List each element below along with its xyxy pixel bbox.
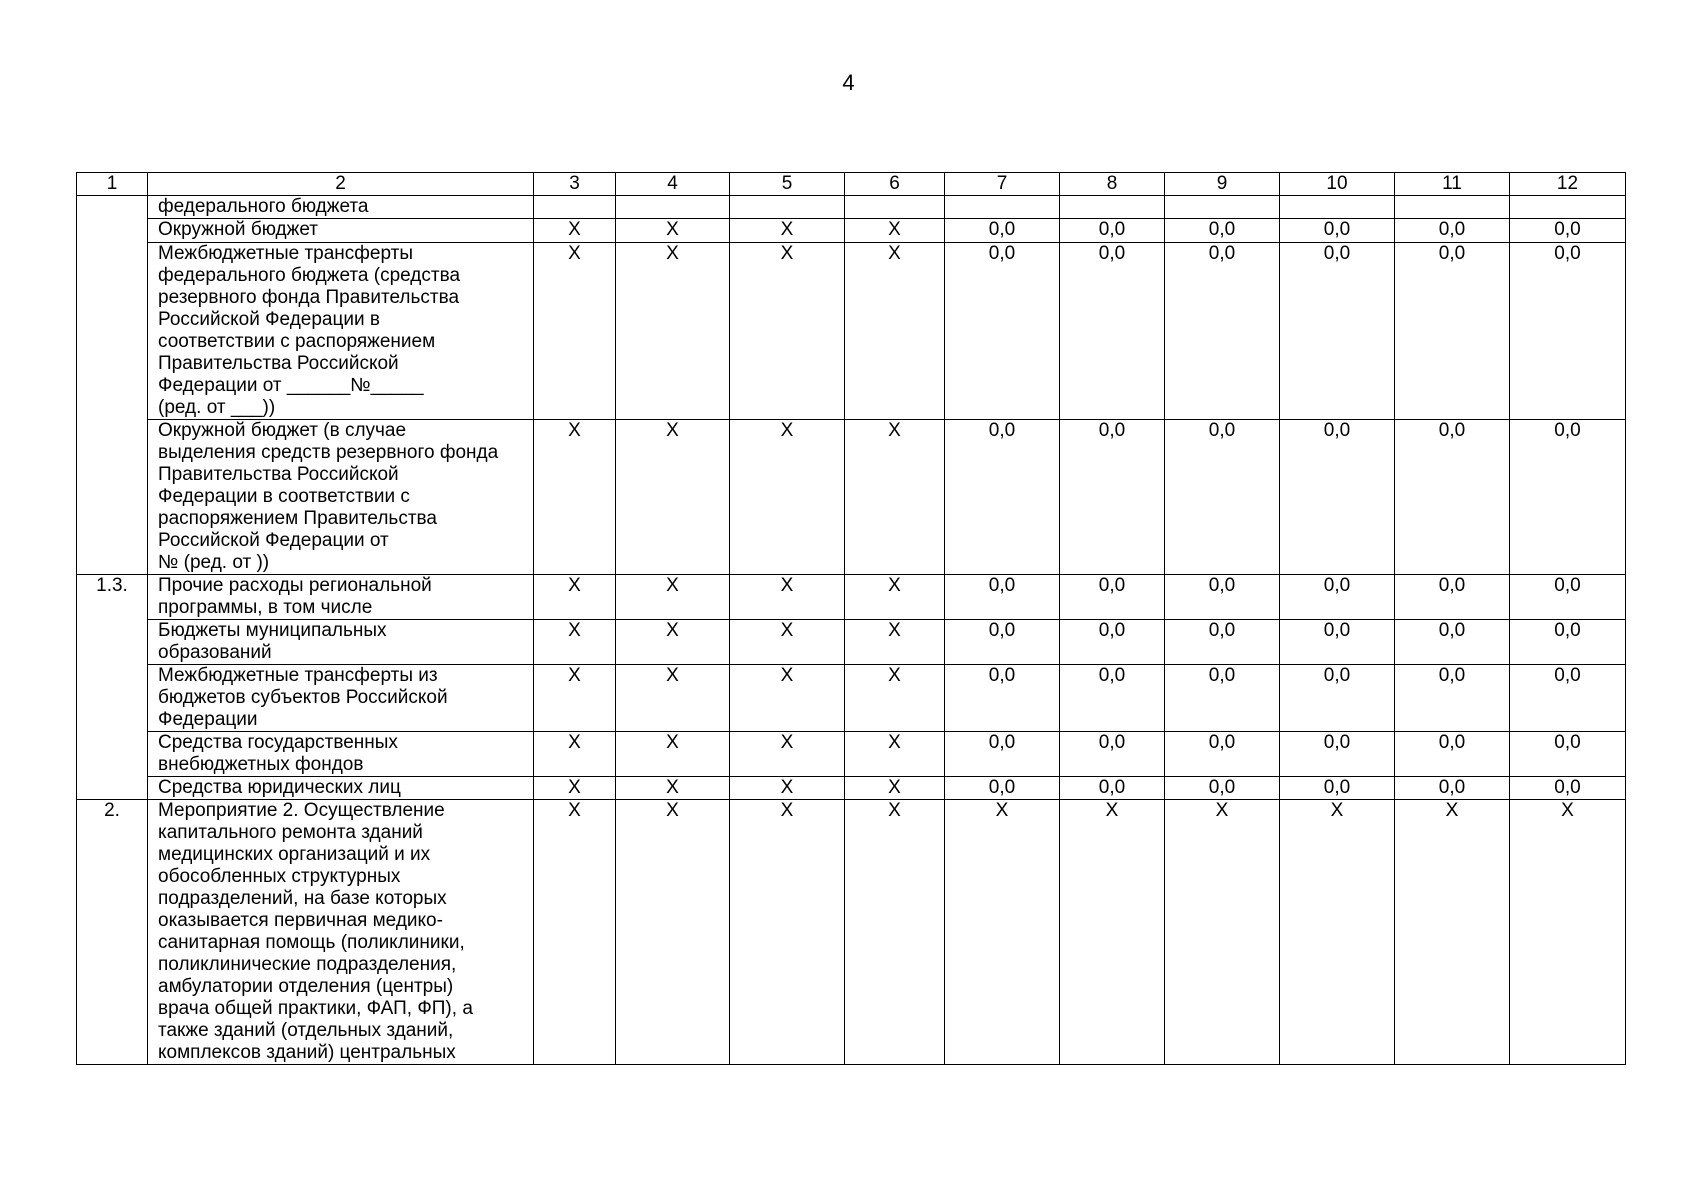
row-label-cell: Окружной бюджет (в случае выделения средств резервного фонда Правительства Российской Федерации в соответствии с распоряжением Правительства Российской Федерации от № (ред. от )): [148, 420, 534, 575]
value-cell: X: [616, 732, 730, 777]
row-number-cell: 1.3.: [77, 575, 148, 620]
value-cell: X: [730, 219, 845, 243]
row-number-cell: [77, 665, 148, 732]
header-cell: 6: [845, 173, 945, 196]
value-cell: 0,0: [1510, 665, 1626, 732]
value-cell: X: [845, 732, 945, 777]
row-number-cell: [77, 420, 148, 575]
value-cell: X: [945, 800, 1060, 1065]
value-cell: X: [845, 777, 945, 800]
value-cell: 0,0: [1395, 575, 1510, 620]
value-cell: 0,0: [1165, 732, 1280, 777]
header-cell: 8: [1060, 173, 1165, 196]
value-cell: X: [1510, 800, 1626, 1065]
value-cell: 0,0: [1395, 777, 1510, 800]
value-cell: X: [730, 777, 845, 800]
value-cell: X: [845, 665, 945, 732]
value-cell: 0,0: [1060, 420, 1165, 575]
value-cell: X: [616, 219, 730, 243]
value-cell: X: [845, 575, 945, 620]
value-cell: 0,0: [1060, 243, 1165, 420]
value-cell: 0,0: [1165, 420, 1280, 575]
value-cell: 0,0: [1395, 620, 1510, 665]
value-cell: [534, 196, 616, 219]
value-cell: X: [616, 665, 730, 732]
table-row: [77, 243, 1626, 420]
value-cell: [616, 196, 730, 219]
value-cell: X: [1165, 800, 1280, 1065]
row-number-cell: [77, 732, 148, 777]
value-cell: 0,0: [945, 420, 1060, 575]
value-cell: X: [616, 777, 730, 800]
row-number-cell: [77, 196, 148, 219]
value-cell: 0,0: [1165, 575, 1280, 620]
table-row: [77, 665, 1626, 732]
table-row: [77, 420, 1626, 575]
value-cell: X: [1280, 800, 1395, 1065]
value-cell: 0,0: [945, 665, 1060, 732]
header-cell: 7: [945, 173, 1060, 196]
value-cell: [1165, 196, 1280, 219]
value-cell: X: [616, 620, 730, 665]
value-cell: [1280, 196, 1395, 219]
value-cell: 0,0: [945, 575, 1060, 620]
row-number-cell: 2.: [77, 800, 148, 1065]
value-cell: 0,0: [1395, 665, 1510, 732]
value-cell: 0,0: [1165, 243, 1280, 420]
value-cell: X: [845, 243, 945, 420]
value-cell: 0,0: [1510, 575, 1626, 620]
table-row: [77, 575, 1626, 620]
value-cell: 0,0: [1280, 243, 1395, 420]
value-cell: [1060, 196, 1165, 219]
value-cell: [1395, 196, 1510, 219]
value-cell: 0,0: [1280, 665, 1395, 732]
value-cell: 0,0: [945, 243, 1060, 420]
table-row: [77, 196, 1626, 219]
table-row: [77, 777, 1626, 800]
header-cell: 3: [534, 173, 616, 196]
value-cell: 0,0: [1165, 620, 1280, 665]
value-cell: 0,0: [1395, 219, 1510, 243]
value-cell: 0,0: [1060, 219, 1165, 243]
value-cell: 0,0: [1165, 665, 1280, 732]
row-number-cell: [77, 777, 148, 800]
value-cell: X: [534, 800, 616, 1065]
value-cell: 0,0: [1060, 732, 1165, 777]
value-cell: X: [534, 575, 616, 620]
value-cell: X: [534, 620, 616, 665]
header-cell: 1: [77, 173, 148, 196]
value-cell: 0,0: [1510, 243, 1626, 420]
value-cell: X: [730, 665, 845, 732]
table-header-row: [77, 173, 1626, 196]
value-cell: 0,0: [945, 620, 1060, 665]
value-cell: 0,0: [1280, 777, 1395, 800]
row-number-cell: [77, 620, 148, 665]
value-cell: 0,0: [1510, 777, 1626, 800]
value-cell: 0,0: [1060, 575, 1165, 620]
value-cell: X: [534, 243, 616, 420]
header-cell: 12: [1510, 173, 1626, 196]
value-cell: X: [730, 732, 845, 777]
table-row: [77, 732, 1626, 777]
row-label-cell: Средства юридических лиц: [148, 777, 534, 800]
header-cell: 10: [1280, 173, 1395, 196]
value-cell: X: [845, 620, 945, 665]
header-cell: 4: [616, 173, 730, 196]
value-cell: [845, 196, 945, 219]
value-cell: X: [845, 420, 945, 575]
value-cell: 0,0: [1060, 620, 1165, 665]
row-label-cell: Мероприятие 2. Осуществление капитального ремонта зданий медицинских организаций и их обособленных структурных подразделений, на базе которых оказывается первичная медико- санитарная помощь (поликлиники, поликлинические подразделения, амбулатории отделения (центры) врача общей практики, ФАП, ФП), а также зданий (отдельных зданий, комплексов зданий) центральных: [148, 800, 534, 1065]
value-cell: 0,0: [1395, 420, 1510, 575]
table-body: [77, 173, 1626, 1065]
value-cell: 0,0: [945, 219, 1060, 243]
value-cell: X: [730, 800, 845, 1065]
table-row: [77, 620, 1626, 665]
value-cell: X: [616, 800, 730, 1065]
value-cell: 0,0: [1510, 732, 1626, 777]
value-cell: X: [730, 243, 845, 420]
value-cell: 0,0: [1395, 732, 1510, 777]
value-cell: [945, 196, 1060, 219]
value-cell: X: [1060, 800, 1165, 1065]
row-label-cell: Окружной бюджет: [148, 219, 534, 243]
header-cell: 11: [1395, 173, 1510, 196]
value-cell: X: [730, 575, 845, 620]
value-cell: 0,0: [1280, 575, 1395, 620]
table-row: [77, 219, 1626, 243]
header-cell: 5: [730, 173, 845, 196]
page-number: 4: [842, 70, 855, 95]
value-cell: 0,0: [1165, 777, 1280, 800]
value-cell: X: [534, 732, 616, 777]
value-cell: 0,0: [1280, 732, 1395, 777]
value-cell: X: [534, 219, 616, 243]
budget-table: [76, 172, 1626, 1065]
value-cell: 0,0: [1060, 665, 1165, 732]
value-cell: X: [616, 420, 730, 575]
value-cell: 0,0: [1510, 620, 1626, 665]
row-label-cell: Межбюджетные трансферты из бюджетов субъектов Российской Федерации: [148, 665, 534, 732]
row-label-cell: Прочие расходы региональной программы, в том числе: [148, 575, 534, 620]
row-number-cell: [77, 243, 148, 420]
value-cell: 0,0: [1510, 420, 1626, 575]
row-label-cell: федерального бюджета: [148, 196, 534, 219]
value-cell: 0,0: [1280, 420, 1395, 575]
table-row: [77, 800, 1626, 1065]
value-cell: 0,0: [1165, 219, 1280, 243]
value-cell: [1510, 196, 1626, 219]
value-cell: 0,0: [1060, 777, 1165, 800]
row-label-cell: Бюджеты муниципальных образований: [148, 620, 534, 665]
value-cell: 0,0: [1280, 620, 1395, 665]
value-cell: 0,0: [1510, 219, 1626, 243]
value-cell: 0,0: [1280, 219, 1395, 243]
value-cell: X: [1395, 800, 1510, 1065]
value-cell: X: [845, 800, 945, 1065]
value-cell: X: [730, 620, 845, 665]
value-cell: X: [534, 777, 616, 800]
row-number-cell: [77, 219, 148, 243]
value-cell: [730, 196, 845, 219]
value-cell: 0,0: [945, 732, 1060, 777]
value-cell: X: [616, 575, 730, 620]
header-cell: 9: [1165, 173, 1280, 196]
value-cell: X: [845, 219, 945, 243]
header-cell: 2: [148, 173, 534, 196]
row-label-cell: Межбюджетные трансферты федерального бюджета (средства резервного фонда Правительства Российской Федерации в соответствии с распоряжением Правительства Российской Федерации от ______№_____ (ред. от ___)): [148, 243, 534, 420]
value-cell: X: [616, 243, 730, 420]
value-cell: 0,0: [1395, 243, 1510, 420]
value-cell: 0,0: [945, 777, 1060, 800]
value-cell: X: [534, 420, 616, 575]
value-cell: X: [534, 665, 616, 732]
value-cell: X: [730, 420, 845, 575]
row-label-cell: Средства государственных внебюджетных фондов: [148, 732, 534, 777]
